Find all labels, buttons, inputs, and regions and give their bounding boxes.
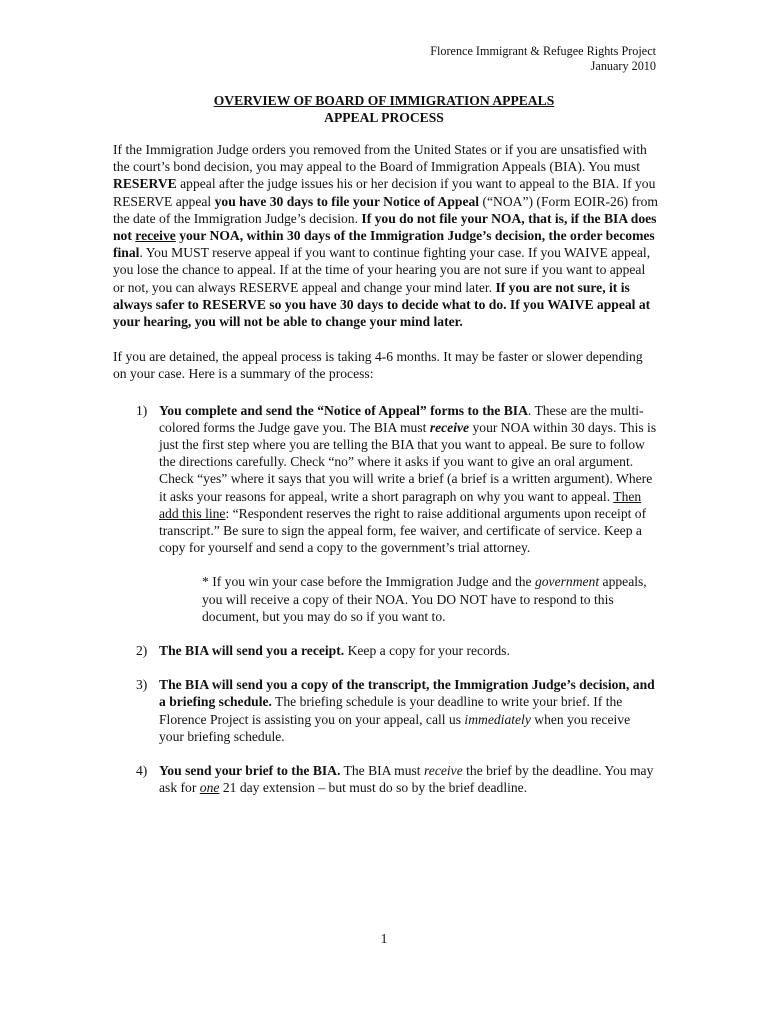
step-text: your NOA within 30 days. This is just the first step where you are telling the BIA that you want to appeal. Be sure to follow the directions carefully. Check “no” where it asks if you want to give an oral argument. Check “yes” where it says that you will write a brief (a brief is a written argument). Where it asks your reasons for appeal, write a short paragraph on why you want to appeal. [159,419,657,504]
step-underlined-text: Then add this line [159,488,642,521]
note-emphasis: government [534,574,600,590]
note-text: * If you win your case before the Immigration Judge and the [202,574,535,590]
step-text: when you receive your briefing schedule. [159,711,631,744]
intro-bold-warning: If you do not file your NOA, that is, if the BIA does not [113,210,657,244]
intro-bold-advice: If you are not sure, it is always safer to RESERVE so you have 30 days to decide what to do. If you WAIVE appeal at your hearing, you will not be able to change your mind later. [113,279,651,330]
intro-bold-final: your NOA, within 30 days of the Immigration Judge’s decision, the order becomes final [113,228,655,261]
document-title [0,92,768,126]
list-item [113,642,658,659]
step-heading: You complete and send the “Notice of Appeal” forms to the BIA [159,402,528,418]
step-heading: The BIA will send you a receipt. [159,643,345,659]
page-header [430,44,656,73]
intro-bold-receive: receive [135,228,176,244]
intro-paragraph [113,141,658,330]
government-appeal-note [202,573,658,625]
intro-bold-reserve: RESERVE [113,176,177,192]
intro-text-1: If the Immigration Judge orders you removed from the United States or if you are unsatisfied with the court’s bond decision, you may appeal to the Board of Immigration Appeals (BIA). You must [113,142,647,175]
step-text: The briefing schedule is your deadline to write your brief. If the Florence Project is assisting you on your appeal, call us [159,694,623,727]
detained-paragraph: If you are detained, the appeal process is taking 4-6 months. It may be faster or slower depending on your case. Here is a summary of the process: [113,349,643,382]
step-text: the brief by the deadline. You may ask for [159,763,654,796]
step-number: 4) [136,763,148,779]
header-date: January 2010 [590,58,656,73]
step-number: 2) [136,643,148,659]
step-heading: The BIA will send you a copy of the transcript, the Immigration Judge’s decision, and a briefing schedule. [159,677,655,710]
list-item [113,762,658,796]
list-item [113,676,658,745]
title-line-2: APPEAL PROCESS [324,110,444,125]
step-text: : “Respondent reserves the right to raise additional arguments upon receipt of transcript.” Be sure to sign the appeal form, fee waiver, and certificate of service. Keep a copy for yourself and send a copy to the government’s trial attorney. [159,505,647,556]
document-body [113,141,658,797]
intro-text-2: appeal after the judge issues his or her decision if you want to appeal to the BIA. If you RESERVE appeal [113,176,656,209]
step-text: The BIA must [340,763,424,779]
intro-bold-30-days: you have 30 days to file your Notice of Appeal [214,193,480,209]
title-line-1: OVERVIEW OF BOARD OF IMMIGRATION APPEALS [213,93,555,108]
step-number: 3) [136,677,148,693]
step-emphasis-underlined: one [199,780,220,796]
step-number: 1) [136,402,148,418]
header-organization: Florence Immigrant & Refugee Rights Project [430,44,656,58]
step-emphasis: receive [429,419,470,435]
list-item [113,402,658,625]
step-text: 21 day extension – but must do so by the brief deadline. [219,780,528,796]
step-text: . These are the multi-colored forms the Judge gave you. The BIA must [159,402,644,435]
note-text: appeals, you will receive a copy of their NOA. You DO NOT have to respond to this document, but you may do so if you want to. [202,574,647,624]
step-emphasis: immediately [464,711,531,727]
page-number: 1 [380,931,388,946]
intro-text-4: . You MUST reserve appeal if you want to continue fighting your case. If you WAIVE appeal, you lose the chance to appeal. If at the time of your hearing you are not sure if you want to appeal or not, you can always RESERVE appeal and change your mind later. [113,245,651,295]
step-heading: You send your brief to the BIA. [159,763,341,779]
step-emphasis: receive [424,763,463,779]
step-text: Keep a copy for your records. [344,643,510,659]
process-steps-list [113,402,658,797]
intro-text-3: (“NOA”) (Form EOIR-26) from the date of the Immigration Judge’s decision. [113,193,658,226]
